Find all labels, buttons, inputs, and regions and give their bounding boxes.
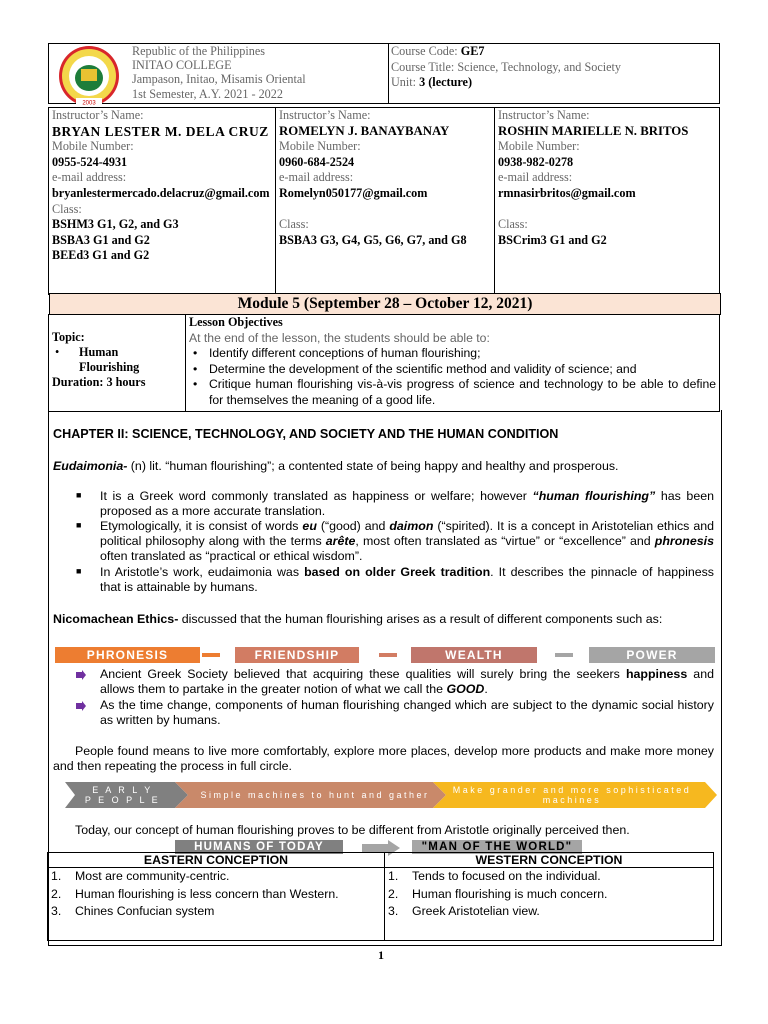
objectives-heading: Lesson Objectives xyxy=(189,315,283,329)
chapter-title: CHAPTER II: SCIENCE, TECHNOLOGY, AND SOCIETY AND THE HUMAN CONDITION xyxy=(53,427,559,441)
text: (“spirited). It is a concept in Aristotelian ethics and political philosophy along with the terms xyxy=(100,519,714,548)
text-emphasis: happiness xyxy=(625,667,688,681)
component-friendship: FRIENDSHIP xyxy=(235,647,359,663)
school-line-1: Republic of the Philippines xyxy=(132,44,266,58)
instructor-classes: BSBA3 G1 and G2 xyxy=(52,232,150,247)
name-label: Instructor’s Name: xyxy=(279,108,371,122)
duration-label: Duration: xyxy=(52,375,104,389)
early-label: E A R L Y xyxy=(92,785,153,795)
bullet-greek-word xyxy=(100,489,714,519)
western-item: Greek Aristotelian view. xyxy=(412,904,540,918)
text: Ancient Greek Society believed that acquiring these qualities will surely bring the seekers xyxy=(100,667,626,681)
timeline-early-people xyxy=(75,785,170,805)
instructor-classes: BSHM3 G1, G2, and G3 xyxy=(52,217,179,232)
nico-rest: discussed that the human flourishing arises as a result of different components such as: xyxy=(178,612,663,626)
instructor-classes: BEEd3 G1 and G2 xyxy=(52,248,150,263)
school-line-2: INITAO COLLEGE xyxy=(132,58,232,73)
eudaimonia-term: Eudaimonia- xyxy=(53,459,128,473)
topic-table xyxy=(48,314,720,412)
objective-item: • Critique human flourishing vis-à-vis progress of science and technology to be able to define for themselves the meaning of a good life. xyxy=(189,377,716,408)
bullet-aristotle xyxy=(100,565,714,595)
conception-comparison-table xyxy=(47,852,714,941)
eudaimonia-rest: (n) lit. “human flourishing”; a contented state of being happy and healthy and prosperous. xyxy=(127,459,619,473)
today-paragraph: Today, our concept of human flourishing proves to be different from Aristotle originally perceived then. xyxy=(75,823,630,837)
text: Etymologically, it is consist of words xyxy=(100,519,303,533)
class-label: Class: xyxy=(498,217,528,232)
mobile-label: Mobile Number: xyxy=(498,139,580,154)
instructor-classes: BSCrim3 G1 and G2 xyxy=(498,232,607,247)
objectives-intro: At the end of the lesson, the students should be able to: xyxy=(189,330,490,345)
text-emphasis: “human flourishing” xyxy=(532,489,656,503)
course-code-label: Course Code: xyxy=(391,44,461,58)
name-label: Instructor’s Name: xyxy=(498,108,590,122)
text-emphasis: phronesis xyxy=(654,533,714,548)
eastern-heading: EASTERN CONCEPTION xyxy=(48,853,385,868)
instructors-table xyxy=(48,107,720,295)
connector xyxy=(202,653,220,657)
square-bullet-icon: ■ xyxy=(76,490,82,500)
timeline-simple-machines: Simple machines to hunt and gather xyxy=(200,790,430,800)
instructor-3 xyxy=(495,108,720,295)
course-title-label: Course Title: xyxy=(391,59,458,74)
instructor-mobile: 0955-524-4931 xyxy=(52,154,128,169)
nico-term: Nicomachean Ethics- xyxy=(53,612,179,626)
instructor-email: rmnasirbritos@gmail.com xyxy=(498,185,636,200)
instructor-mobile: 0938-982-0278 xyxy=(498,154,574,169)
topic-value: Human Flourishing xyxy=(79,345,140,374)
western-heading: WESTERN CONCEPTION xyxy=(385,853,714,868)
text: has been proposed as a more accurate translation. xyxy=(100,489,714,518)
eastern-list: 1. Most are community-centric. 2. Human flourishing is less concern than Western. 3. Chines Confucian system xyxy=(48,868,385,941)
school-line-4: 1st Semester, A.Y. 2021 - 2022 xyxy=(132,86,283,101)
instructor-classes: BSBA3 G3, G4, G5, G6, G7, and G8 xyxy=(279,232,467,247)
eastern-item: Human flourishing is less concern than Western. xyxy=(75,886,339,901)
text-emphasis: based on older Greek tradition xyxy=(304,565,491,579)
school-line-3: Jampason, Initao, Misamis Oriental xyxy=(132,72,306,87)
instructor-email: bryanlestermercado.delacruz@gmail.com xyxy=(52,185,270,200)
text-emphasis: daimon xyxy=(389,519,434,533)
people-paragraph: People found means to live more comfortably, explore more places, develop more products and make more money and then repeating the process in full circle. xyxy=(53,744,714,773)
western-item: Tends to focused on the individual. xyxy=(412,869,601,883)
course-title: Science, Technology, and Society xyxy=(457,59,622,74)
course-code: GE7 xyxy=(460,44,485,58)
objective-item: • Identify different conceptions of human flourishing; xyxy=(189,346,716,362)
instructor-1 xyxy=(49,108,276,295)
course-unit-label: Unit: xyxy=(391,75,420,89)
bullet-etymology xyxy=(100,519,714,563)
class-label: Class: xyxy=(52,201,82,216)
course-info xyxy=(391,44,621,91)
text-emphasis: arête xyxy=(325,533,356,548)
college-seal-icon xyxy=(51,45,127,107)
component-power: POWER xyxy=(589,647,715,663)
component-wealth: WEALTH xyxy=(411,647,537,663)
eastern-item: Most are community-centric. xyxy=(75,869,230,883)
text: . It describes the pinnacle of happiness that is attainable by humans. xyxy=(100,565,714,594)
connector xyxy=(555,653,573,657)
mobile-label: Mobile Number: xyxy=(52,139,134,154)
page-number: 1 xyxy=(378,948,384,962)
text: . xyxy=(484,681,488,696)
email-label: e-mail address: xyxy=(279,170,354,185)
western-list: 1. Tends to focused on the individual. 2. Human flourishing is much concern. 3. Greek Aristotelian view. xyxy=(385,868,714,941)
nicomachean-ethics xyxy=(53,612,713,627)
connector xyxy=(379,653,397,657)
text: , most often translated as “virtue” or “excellence” and xyxy=(355,533,655,548)
school-info xyxy=(132,44,306,101)
text-emphasis: GOOD xyxy=(446,681,485,696)
email-label: e-mail address: xyxy=(52,170,127,185)
topic-label: Topic: xyxy=(52,330,85,344)
objective-item: • Determine the development of the scientific method and validity of science; and xyxy=(189,362,716,378)
name-label: Instructor’s Name: xyxy=(52,108,144,122)
arrow-bullet-icon xyxy=(76,701,86,711)
western-item: Human flourishing is much concern. xyxy=(412,886,608,901)
mobile-label: Mobile Number: xyxy=(279,139,361,154)
instructor-name: ROSHIN MARIELLE N. BRITOS xyxy=(498,123,689,138)
text: It is a Greek word commonly translated as happiness or welfare; however xyxy=(100,489,533,503)
humans-of-today-label: HUMANS OF TODAY xyxy=(175,840,343,854)
instructor-mobile: 0960-684-2524 xyxy=(279,154,355,169)
email-label: e-mail address: xyxy=(498,170,573,185)
svg-text:2003: 2003 xyxy=(82,100,96,107)
class-label: Class: xyxy=(279,217,309,232)
objectives-cell xyxy=(186,315,720,412)
instructor-email: Romelyn050177@gmail.com xyxy=(279,185,428,200)
time-change: As the time change, components of human flourishing changed which are subject to the dynamic social history as written by humans. xyxy=(100,698,714,727)
eudaimonia-definition xyxy=(53,459,618,474)
instructor-2 xyxy=(276,108,495,295)
arrow-bullet-icon xyxy=(76,670,86,680)
component-phronesis: PHRONESIS xyxy=(55,647,200,663)
timeline-sophisticated-machines: Make grander and more sophisticated machines xyxy=(452,785,692,805)
text: and allows them to partake in the greater notion of what we call the xyxy=(100,667,714,696)
module-title: Module 5 (September 28 – October 12, 2021) xyxy=(49,293,721,315)
course-unit: 3 (lecture) xyxy=(419,75,473,89)
text: (“good) and xyxy=(316,519,390,533)
text: In Aristotle’s work, eudaimonia was xyxy=(100,565,305,579)
eastern-item: Chines Confucian system xyxy=(75,904,215,918)
instructor-name: ROMELYN J. BANAYBANAY xyxy=(279,123,450,138)
text-emphasis: eu xyxy=(302,519,317,533)
ancient-greek-society xyxy=(100,667,714,697)
square-bullet-icon: ■ xyxy=(76,566,82,576)
topic-cell: Topic: • Human Flourishing Duration: 3 hours xyxy=(49,315,186,412)
man-of-the-world-label: "MAN OF THE WORLD" xyxy=(412,840,582,854)
square-bullet-icon: ■ xyxy=(76,520,82,530)
instructor-name: BRYAN LESTER M. DELA CRUZ xyxy=(52,123,269,139)
text: often translated as “practical or ethical wisdom”. xyxy=(100,548,363,563)
duration-value: 3 hours xyxy=(106,375,146,389)
people-label: P E O P L E xyxy=(84,795,161,805)
